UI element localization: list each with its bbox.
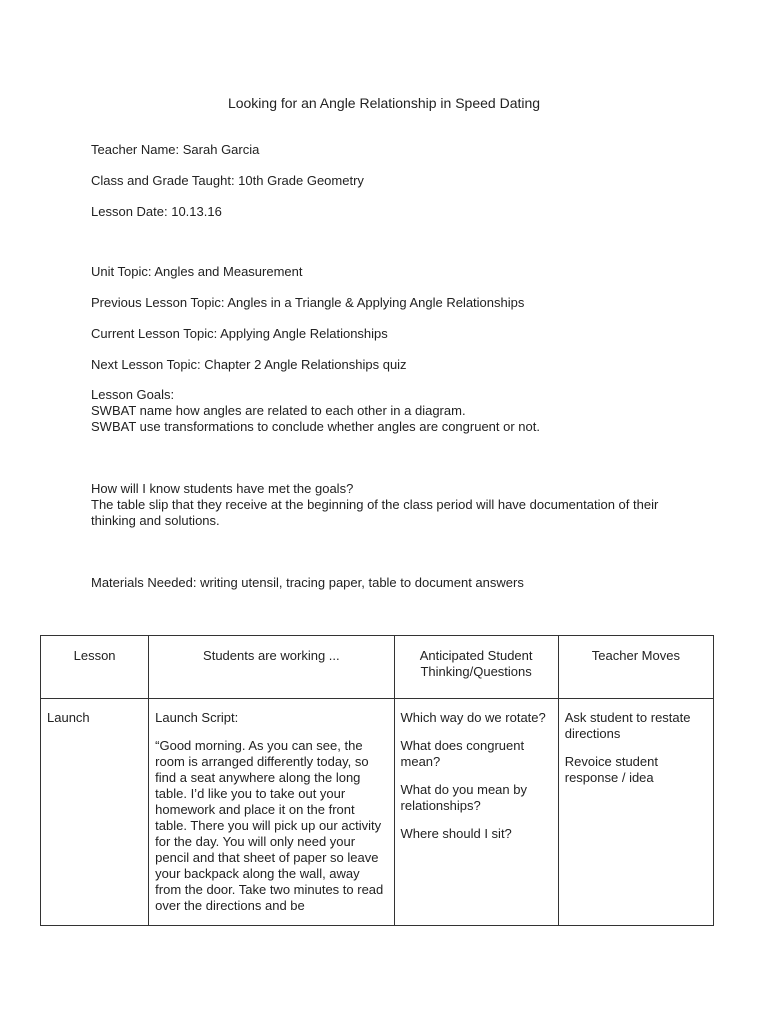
teacher-name: Teacher Name: Sarah Garcia [91,142,260,157]
table-row [41,699,714,926]
previous-topic: Previous Lesson Topic: Angles in a Triangle & Applying Angle Relationships [91,295,525,310]
cell-teacher-moves [558,699,713,926]
teacher-move: Ask student to restate directions [564,710,691,741]
assessment-question: How will I know students have met the goals? [91,481,354,496]
goal-item: SWBAT use transformations to conclude whether angles are congruent or not. [91,419,540,434]
teacher-move: Revoice student response / idea [564,754,658,785]
launch-script-text: “Good morning. As you can see, the room is arranged differently today, so find a seat anywhere along the long table. I’d like you to take out your homework and place it on the front table. There you will pick up our activity for the day. You will only need your pencil and that sheet of paper so leave your backpack along the wall, away from the door. Take two minutes to read over the directions and be [155,738,384,913]
current-topic: Current Lesson Topic: Applying Angle Relationships [91,326,388,341]
materials-needed: Materials Needed: writing utensil, tracing paper, table to document answers [91,575,524,590]
cell-lesson-phase: Launch [41,699,149,926]
assessment-answer: The table slip that they receive at the beginning of the class period will have documentation of their thinking and solutions. [91,497,659,528]
document-title: Looking for an Angle Relationship in Speed Dating [227,95,541,111]
next-topic: Next Lesson Topic: Chapter 2 Angle Relationships quiz [91,357,407,372]
lesson-date: Lesson Date: 10.13.16 [91,204,222,219]
student-question: Which way do we rotate? [400,710,546,725]
assessment-section [91,481,676,529]
goal-item: SWBAT name how angles are related to each other in a diagram. [91,403,466,418]
launch-script-label: Launch Script: [155,710,239,725]
header-teacher-moves: Teacher Moves [558,636,713,699]
header-lesson: Lesson [41,636,149,699]
lesson-table [40,635,714,926]
class-grade: Class and Grade Taught: 10th Grade Geometry [91,173,364,188]
header-students-working: Students are working ... [149,636,394,699]
cell-students-working [149,699,394,926]
student-question: Where should I sit? [400,826,512,841]
goals-heading: Lesson Goals: [91,387,175,402]
header-anticipated-thinking: Anticipated Student Thinking/Questions [394,636,558,699]
lesson-goals [91,387,691,435]
cell-anticipated-thinking [394,699,558,926]
student-question: What do you mean by relationships? [400,782,527,813]
student-question: What does congruent mean? [400,738,525,769]
unit-topic: Unit Topic: Angles and Measurement [91,264,303,279]
table-header-row [41,636,714,699]
